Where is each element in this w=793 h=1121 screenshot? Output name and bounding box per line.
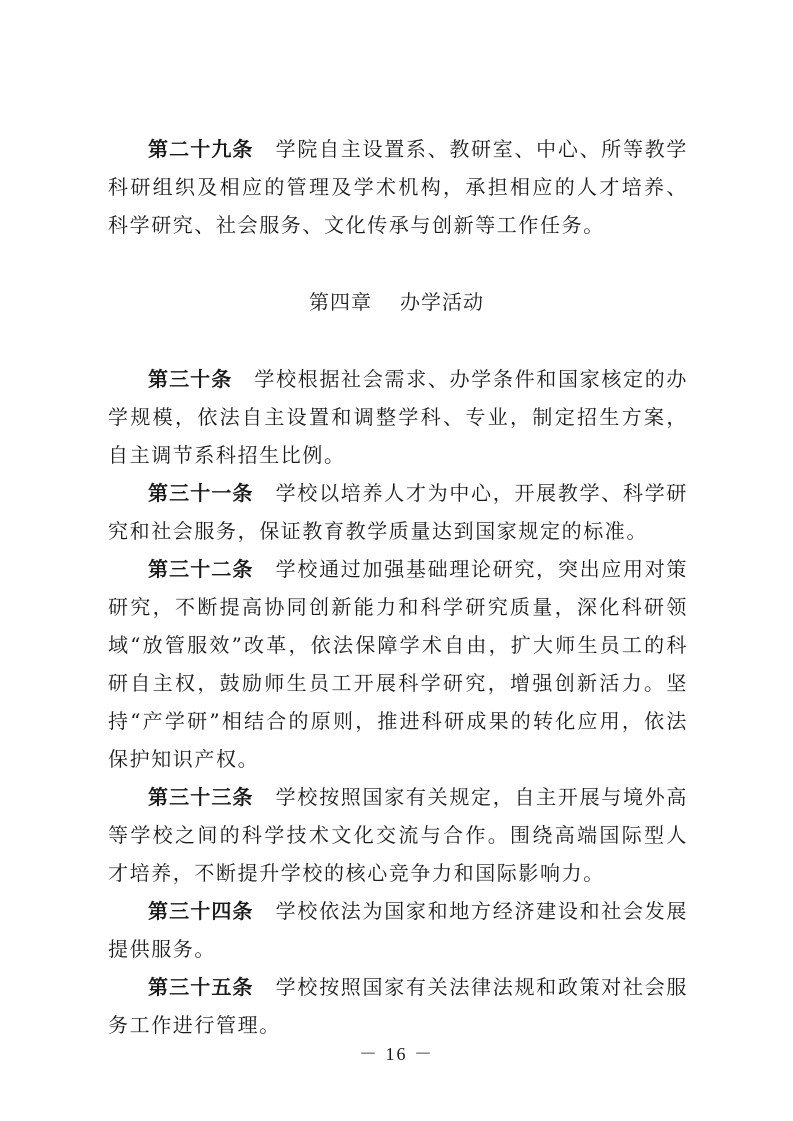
article-31 bbox=[108, 474, 688, 550]
article-number: 第三十四条 bbox=[148, 899, 254, 923]
chapter-title: 办学活动 bbox=[400, 290, 484, 314]
article-number: 第二十九条 bbox=[148, 137, 254, 161]
article-number: 第三十二条 bbox=[148, 557, 254, 581]
article-text: 学校根据社会需求、办学条件和国家核定的办学规模，依法自主设置和调整学科、专业，制定招生方案，自主调节系科招生比例。 bbox=[108, 367, 689, 467]
article-number: 第三十条 bbox=[148, 367, 233, 391]
article-text: 学校按照国家有关法律法规和政策对社会服务工作进行管理。 bbox=[108, 975, 688, 1037]
article-34 bbox=[108, 892, 688, 968]
article-text: 学校通过加强基础理论研究，突出应用对策研究，不断提高协同创新能力和科学研究质量，深化科研领域“放管服效”改革，依法保障学术自由，扩大师生员工的科研自主权，鼓励师生员工开展科学研究，增强创新活力。坚持“产学研”相结合的原则，推进科研成果的转化应用，依法保护知识产权。 bbox=[108, 557, 688, 771]
article-number: 第三十三条 bbox=[148, 785, 254, 809]
article-text: 学院自主设置系、教研室、中心、所等教学科研组织及相应的管理及学术机构，承担相应的人才培养、科学研究、社会服务、文化传承与创新等工作任务。 bbox=[108, 137, 688, 237]
article-32 bbox=[108, 550, 688, 778]
article-33 bbox=[108, 778, 688, 892]
chapter-number: 第四章 bbox=[309, 290, 372, 314]
article-block-top bbox=[108, 130, 688, 244]
article-text: 学校依法为国家和地方经济建设和社会发展提供服务。 bbox=[108, 899, 688, 961]
article-block-bottom bbox=[108, 360, 688, 1044]
article-number: 第三十一条 bbox=[148, 481, 254, 505]
article-30 bbox=[108, 360, 688, 474]
article-29 bbox=[108, 130, 688, 244]
article-text: 学校以培养人才为中心，开展教学、科学研究和社会服务，保证教育教学质量达到国家规定的标准。 bbox=[108, 481, 688, 543]
article-text: 学校按照国家有关规定，自主开展与境外高等学校之间的科学技术文化交流与合作。围绕高端国际型人才培养，不断提升学校的核心竞争力和国际影响力。 bbox=[108, 785, 688, 885]
article-number: 第三十五条 bbox=[148, 975, 254, 999]
page-number: － 16 － bbox=[359, 1044, 434, 1064]
article-35 bbox=[108, 968, 688, 1044]
chapter-heading bbox=[0, 287, 793, 317]
